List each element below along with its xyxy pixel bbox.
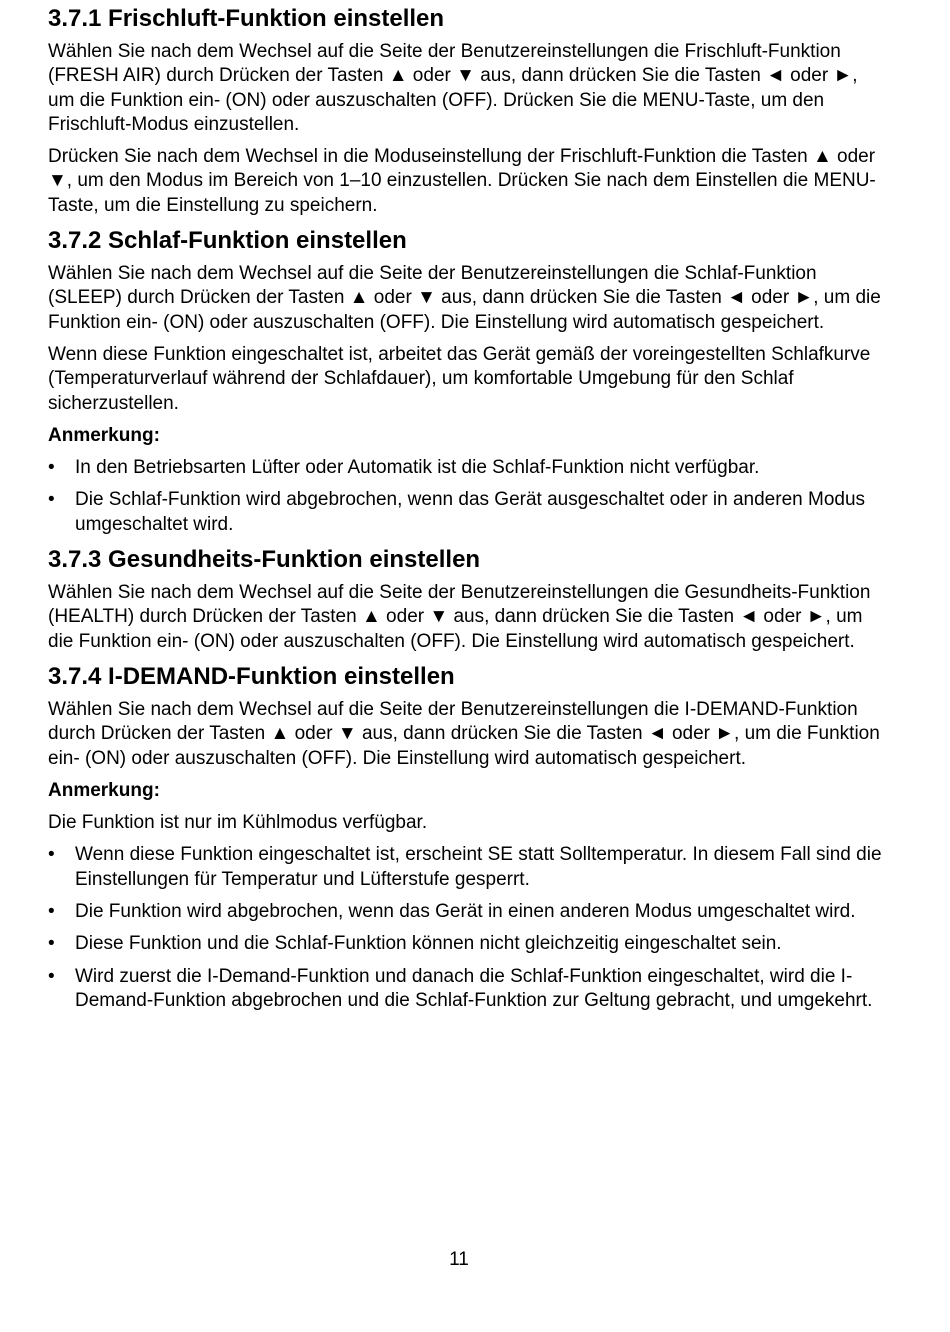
list-item-text: Wenn diese Funktion eingeschaltet ist, erscheint SE statt Solltemperatur. In diesem Fall sind die Einstellungen für Temperatur und Lüfterstufe gesperrt. <box>75 844 882 890</box>
section-heading-sleep: 3.7.2 Schlaf-Funktion einstellen <box>48 227 407 255</box>
list-item <box>48 843 888 892</box>
note-label: Anmerkung: <box>48 424 160 446</box>
list-item-text: Wird zuerst die I-Demand-Funktion und danach die Schlaf-Funktion eingeschaltet, wird die I-Demand-Funktion abgebrochen und die Schlaf-Funktion zur Geltung gebracht, und umgekehrt. <box>75 965 873 1011</box>
note-label: Anmerkung: <box>48 779 160 801</box>
bullet-icon: • <box>48 965 55 987</box>
paragraph: Wählen Sie nach dem Wechsel auf die Seite der Benutzereinstellungen die Schlaf-Funktion (SLEEP) durch Drücken der Tasten ▲ oder ▼ aus, dann drücken Sie die Tasten ◄ oder ►, um die Funktion ein- (ON) oder auszuschalten (OFF). Die Einstellung wird automatisch gespeichert. <box>48 263 881 333</box>
bullet-icon: • <box>48 844 55 866</box>
paragraph: Drücken Sie nach dem Wechsel in die Moduseinstellung der Frischluft-Funktion die Tasten ▲ oder ▼, um den Modus im Bereich von 1–10 einzustellen. Drücken Sie nach dem Einstellen die MENU-Taste, um die Einstellung zu speichern. <box>48 146 876 216</box>
section-heading-health: 3.7.3 Gesundheits-Funktion einstellen <box>48 546 481 574</box>
list-item-text: Die Funktion wird abgebrochen, wenn das Gerät in einen anderen Modus umgeschaltet wird. <box>75 901 856 923</box>
list-item <box>48 900 888 924</box>
bullet-icon: • <box>48 489 55 511</box>
list-item <box>48 488 888 537</box>
bullet-icon: • <box>48 901 55 923</box>
paragraph: Wählen Sie nach dem Wechsel auf die Seite der Benutzereinstellungen die Gesundheits-Funktion (HEALTH) durch Drücken der Tasten ▲ oder ▼ aus, dann drücken Sie die Tasten ◄ oder ►, um die Funktion ein- (ON) oder auszuschalten (OFF). Die Einstellung wird automatisch gespeichert. <box>48 582 871 652</box>
note-text: Die Funktion ist nur im Kühlmodus verfügbar. <box>48 812 428 834</box>
paragraph: Wenn diese Funktion eingeschaltet ist, arbeitet das Gerät gemäß der voreingestellten Schlafkurve (Temperaturverlauf während der Schlafdauer), um komfortable Umgebung für den Schlaf sicherzustellen. <box>48 343 871 414</box>
list-item-text: Diese Funktion und die Schlaf-Funktion können nicht gleichzeitig eingeschaltet sein. <box>75 933 782 955</box>
list-item-text: Die Schlaf-Funktion wird abgebrochen, wenn das Gerät ausgeschaltet oder in anderen Modus umgeschaltet wird. <box>75 489 866 535</box>
bullet-icon: • <box>48 933 55 955</box>
list-item <box>48 932 888 956</box>
list-item <box>48 456 888 480</box>
bullet-list <box>48 843 888 1013</box>
list-item <box>48 965 888 1014</box>
bullet-icon: • <box>48 457 55 479</box>
paragraph: Wählen Sie nach dem Wechsel auf die Seite der Benutzereinstellungen die Frischluft-Funktion (FRESH AIR) durch Drücken der Tasten ▲ oder ▼ aus, dann drücken Sie die Tasten ◄ oder ►, um die Funktion ein- (ON) oder auszuschalten (OFF). Drücken Sie die MENU-Taste, um den Frischluft-Modus einzustellen. <box>48 41 858 135</box>
paragraph: Wählen Sie nach dem Wechsel auf die Seite der Benutzereinstellungen die I-DEMAND-Funktion durch Drücken der Tasten ▲ oder ▼ aus, dann drücken Sie die Tasten ◄ oder ►, um die Funktion ein- (ON) oder auszuschalten (OFF). Die Einstellung wird automatisch gespeichert. <box>48 698 880 769</box>
list-item-text: In den Betriebsarten Lüfter oder Automatik ist die Schlaf-Funktion nicht verfügbar. <box>75 457 760 479</box>
document-page <box>48 4 888 1021</box>
bullet-list <box>48 456 888 537</box>
section-heading-fresh-air: 3.7.1 Frischluft-Funktion einstellen <box>48 5 445 32</box>
section-heading-i-demand: 3.7.4 I-DEMAND-Funktion einstellen <box>48 662 455 690</box>
page-number: 11 <box>449 1249 469 1270</box>
